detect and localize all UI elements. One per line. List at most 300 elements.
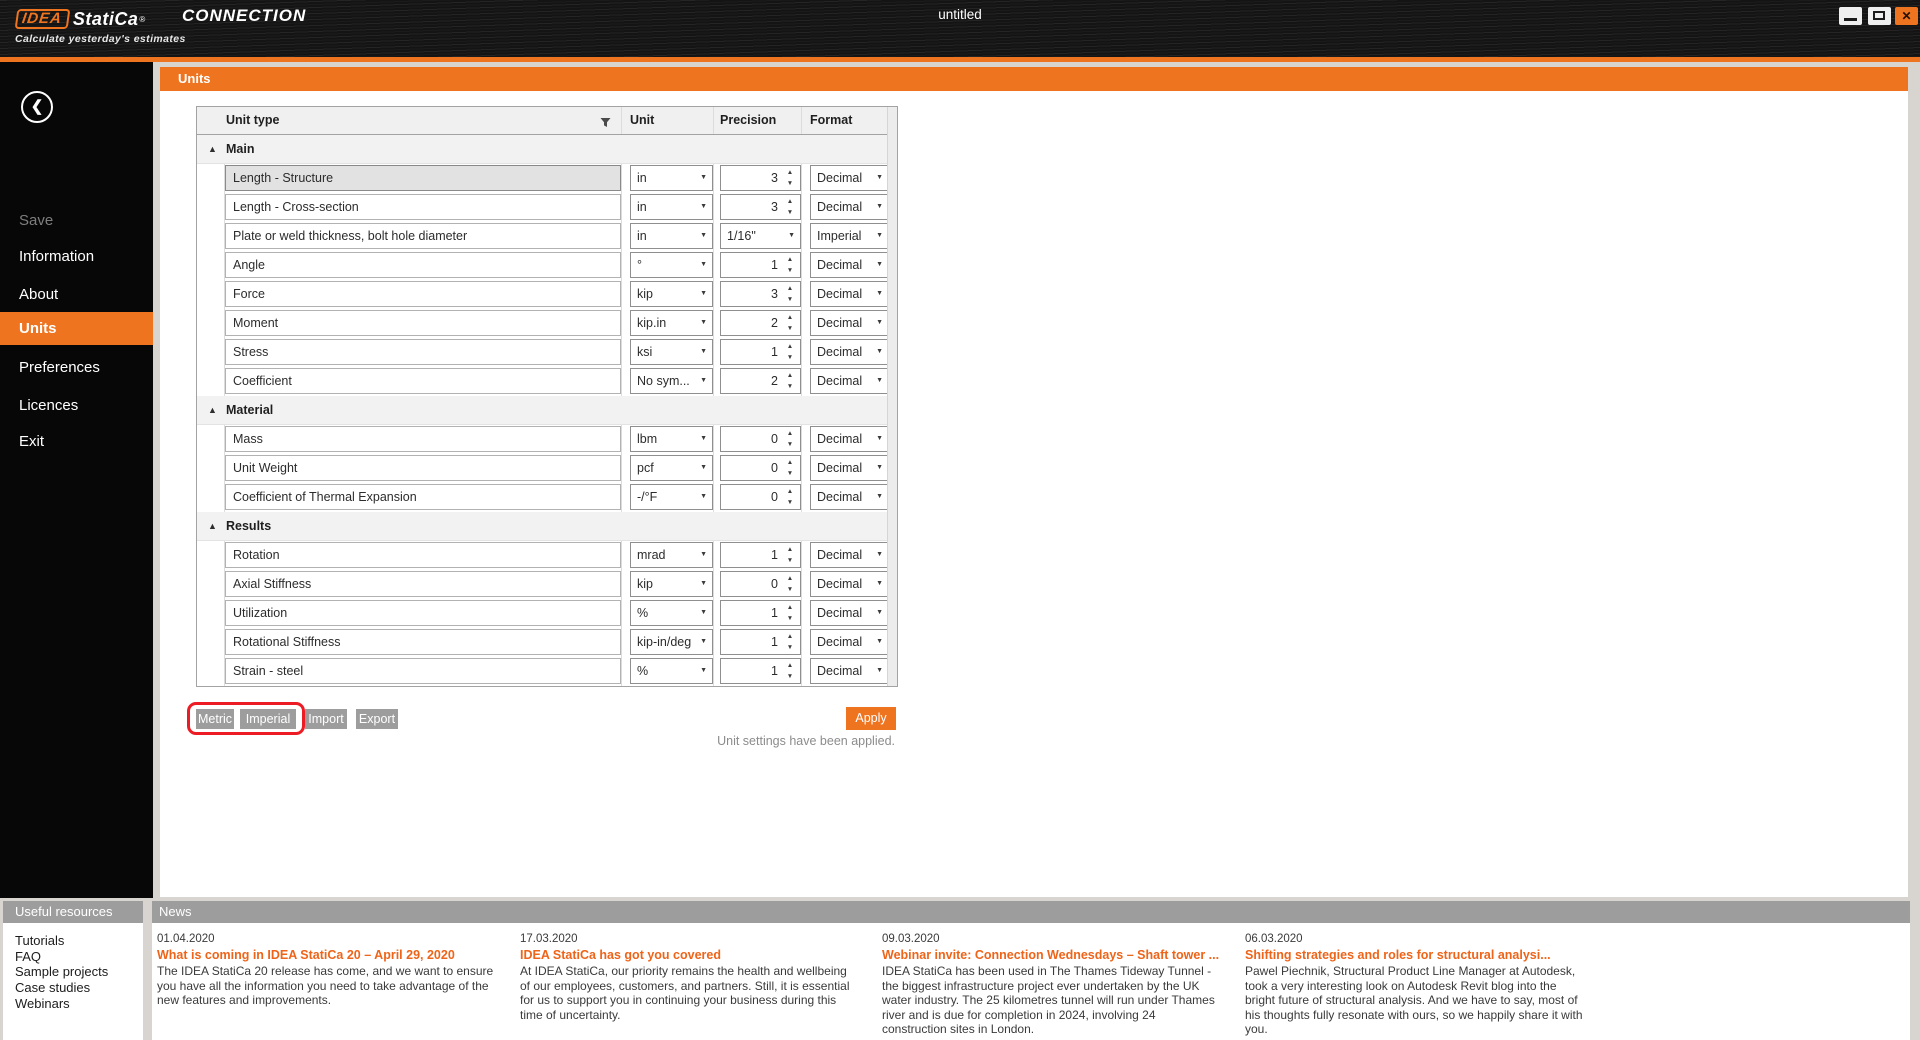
spin-down-icon[interactable]: ▼	[786, 586, 794, 593]
table-row	[197, 251, 897, 280]
row-expander-cell	[197, 657, 224, 686]
precision-cell	[713, 454, 801, 483]
unit-type-cell	[224, 367, 621, 396]
collapse-triangle-icon[interactable]: ▲	[208, 144, 217, 154]
spin-down-icon[interactable]: ▼	[786, 557, 794, 564]
precision-cell	[713, 483, 801, 512]
imperial-button[interactable]: Imperial	[240, 709, 296, 729]
stepper-arrows	[783, 341, 797, 363]
precision-cell	[713, 338, 801, 367]
format-cell	[801, 454, 889, 483]
title-bar	[0, 0, 1920, 57]
format-cell	[801, 338, 889, 367]
maximize-button[interactable]	[1868, 7, 1891, 25]
news-body-text: The IDEA StatiCa 20 release has come, and we want to ensure you have all the information you need to take advantage of the new features and improvements.	[157, 964, 494, 1008]
spin-down-icon[interactable]: ▼	[786, 325, 794, 332]
resource-link-faq[interactable]: FAQ	[15, 948, 42, 964]
unit-dropdown[interactable]: ksi ▼	[630, 339, 713, 365]
precision-cell	[713, 164, 801, 193]
stepper-arrows	[783, 544, 797, 566]
format-cell	[801, 367, 889, 396]
header-precision	[713, 107, 801, 134]
precision-stepper[interactable]	[720, 310, 801, 336]
format-dropdown[interactable]: Decimal ▼	[810, 600, 889, 626]
chevron-down-icon: ▼	[700, 667, 707, 674]
stepper-arrows	[783, 602, 797, 624]
spin-up-icon[interactable]: ▲	[786, 198, 794, 205]
news-item	[882, 933, 1222, 1037]
resource-link-case-studies[interactable]: Case studies	[15, 980, 91, 996]
precision-stepper[interactable]	[720, 542, 801, 568]
chevron-down-icon: ▼	[876, 261, 883, 268]
format-cell	[801, 164, 889, 193]
unit-type-label[interactable]: Coefficient of Thermal Expansion	[225, 484, 621, 510]
spin-down-icon[interactable]: ▼	[786, 209, 794, 216]
unit-type-label[interactable]: Utilization	[225, 600, 621, 626]
format-dropdown[interactable]: Decimal ▼	[810, 165, 889, 191]
chevron-down-icon: ▼	[876, 464, 883, 471]
sidebar-item-exit[interactable]: Exit	[19, 433, 45, 450]
row-expander-cell	[197, 338, 224, 367]
unit-cell	[621, 628, 713, 657]
row-expander-cell	[197, 251, 224, 280]
precision-value: 1/16"	[727, 229, 756, 243]
spin-up-icon[interactable]: ▲	[786, 169, 794, 176]
precision-value: 0	[771, 577, 778, 591]
precision-stepper[interactable]	[720, 368, 801, 394]
precision-stepper[interactable]	[720, 629, 801, 655]
unit-cell	[621, 193, 713, 222]
sidebar-item-about[interactable]: About	[19, 286, 59, 303]
format-dropdown[interactable]: Decimal ▼	[810, 310, 889, 336]
chevron-down-icon: ▼	[876, 348, 883, 355]
precision-value: 1	[771, 664, 778, 678]
row-expander-cell	[197, 454, 224, 483]
unit-type-cell	[224, 222, 621, 251]
precision-cell	[713, 309, 801, 338]
format-dropdown[interactable]: Decimal ▼	[810, 194, 889, 220]
unit-cell	[621, 309, 713, 338]
statica-logo-text: StatiCa	[72, 8, 139, 29]
unit-type-cell	[224, 599, 621, 628]
row-expander-cell	[197, 222, 224, 251]
unit-type-label[interactable]: Coefficient	[225, 368, 621, 394]
spin-down-icon[interactable]: ▼	[786, 615, 794, 622]
unit-type-label[interactable]: Length - Structure	[225, 165, 621, 191]
unit-dropdown[interactable]: -/°F ▼	[630, 484, 713, 510]
unit-dropdown[interactable]: ° ▼	[630, 252, 713, 278]
precision-value: 1	[771, 345, 778, 359]
unit-dropdown[interactable]: mrad ▼	[630, 542, 713, 568]
precision-stepper[interactable]	[720, 571, 801, 597]
sidebar-item-preferences[interactable]: Preferences	[19, 359, 100, 376]
spin-up-icon[interactable]: ▲	[786, 604, 794, 611]
chevron-down-icon: ▼	[700, 493, 707, 500]
export-button[interactable]: Export	[356, 709, 398, 729]
precision-dropdown[interactable]	[720, 223, 801, 249]
precision-value: 3	[771, 171, 778, 185]
unit-type-header-label: Unit type	[226, 113, 280, 127]
unit-dropdown[interactable]: kip-in/deg ▼	[630, 629, 713, 655]
unit-dropdown[interactable]: in ▼	[630, 194, 713, 220]
news-date: 06.03.2020	[1245, 933, 1303, 945]
row-expander-cell	[197, 367, 224, 396]
spin-up-icon[interactable]: ▲	[786, 488, 794, 495]
resource-link-tutorials[interactable]: Tutorials	[15, 933, 65, 948]
unit-dropdown[interactable]: kip.in ▼	[630, 310, 713, 336]
stepper-arrows	[783, 370, 797, 392]
news-body-text: At IDEA StatiCa, our priority remains the health and wellbeing of our employees, customers, and partners. Still, it is essential for us to support you in continuing your business during this time of uncertainty.	[520, 964, 850, 1022]
precision-stepper[interactable]	[720, 252, 801, 278]
format-dropdown[interactable]: Decimal ▼	[810, 658, 889, 684]
format-cell	[801, 599, 889, 628]
unit-type-label[interactable]: Strain - steel	[225, 658, 621, 684]
chevron-down-icon: ▼	[876, 290, 883, 297]
table-row	[197, 193, 897, 222]
unit-cell	[621, 222, 713, 251]
resource-link-webinars[interactable]: Webinars	[15, 995, 70, 1011]
unit-type-label[interactable]: Stress	[225, 339, 621, 365]
header-unit-type	[224, 107, 621, 134]
news-headline[interactable]: What is coming in IDEA StatiCa 20 – April 29, 2020	[157, 948, 455, 962]
unit-type-label[interactable]: Angle	[225, 252, 621, 278]
precision-stepper[interactable]	[720, 194, 801, 220]
chevron-down-icon: ▼	[876, 580, 883, 587]
precision-value: 1	[771, 606, 778, 620]
table-header-row	[197, 107, 897, 135]
format-dropdown[interactable]: Decimal ▼	[810, 252, 889, 278]
unit-type-cell	[224, 425, 621, 454]
format-dropdown[interactable]: Decimal ▼	[810, 281, 889, 307]
spin-up-icon[interactable]: ▲	[786, 256, 794, 263]
unit-dropdown[interactable]: kip ▼	[630, 281, 713, 307]
precision-cell	[713, 599, 801, 628]
row-expander-cell	[197, 628, 224, 657]
spin-up-icon[interactable]: ▲	[786, 633, 794, 640]
precision-cell	[713, 570, 801, 599]
news-body-text: IDEA StatiCa has been used in The Thames Tideway Tunnel - the biggest infrastructure project ever undertaken by the UK water industry. The 25 kilometres tunnel will run under Thames river and is due for completion in 2024, involving 24 construction sites in London.	[882, 964, 1215, 1037]
row-expander-cell	[197, 541, 224, 570]
unit-type-label[interactable]: Rotational Stiffness	[225, 629, 621, 655]
news-date: 17.03.2020	[520, 933, 578, 945]
unit-cell	[621, 657, 713, 686]
format-dropdown[interactable]: Decimal ▼	[810, 629, 889, 655]
unit-dropdown[interactable]: % ▼	[630, 600, 713, 626]
chevron-down-icon: ▼	[876, 551, 883, 558]
unit-type-cell	[224, 570, 621, 599]
unit-type-label[interactable]: Plate or weld thickness, bolt hole diameter	[225, 223, 621, 249]
chevron-down-icon: ▼	[700, 232, 707, 239]
back-button[interactable]: ❮	[21, 91, 53, 123]
unit-dropdown[interactable]: % ▼	[630, 658, 713, 684]
unit-dropdown[interactable]: in ▼	[630, 165, 713, 191]
header-unit	[621, 107, 713, 134]
unit-dropdown[interactable]: lbm ▼	[630, 426, 713, 452]
news-body-text: Pawel Piechnik, Structural Product Line Manager at Autodesk, took a very interesting look on Autodesk Revit blog into the bright future of structural analysis. And we have to say, most of his thoughts fully resonate with ours, so we happily share it with you.	[1245, 964, 1583, 1037]
page-title: Units	[160, 67, 1908, 91]
table-row	[197, 599, 897, 628]
news-panel	[152, 923, 1910, 1040]
chevron-down-icon: ▼	[700, 203, 707, 210]
spin-down-icon[interactable]: ▼	[786, 673, 794, 680]
minimize-icon	[1844, 18, 1857, 21]
news-headline[interactable]: Shifting strategies and roles for structural analysi...	[1245, 948, 1551, 962]
unit-cell	[621, 164, 713, 193]
precision-cell	[713, 367, 801, 396]
unit-type-label[interactable]: Unit Weight	[225, 455, 621, 481]
unit-type-label[interactable]: Axial Stiffness	[225, 571, 621, 597]
unit-type-cell	[224, 657, 621, 686]
format-cell	[801, 309, 889, 338]
precision-stepper[interactable]	[720, 600, 801, 626]
unit-type-cell	[224, 164, 621, 193]
format-cell	[801, 222, 889, 251]
format-dropdown[interactable]: Decimal ▼	[810, 571, 889, 597]
precision-cell	[713, 657, 801, 686]
precision-stepper[interactable]	[720, 658, 801, 684]
spin-up-icon[interactable]: ▲	[786, 575, 794, 582]
chevron-down-icon: ▼	[876, 377, 883, 384]
unit-cell	[621, 251, 713, 280]
news-date: 09.03.2020	[882, 933, 940, 945]
product-name: CONNECTION	[182, 6, 307, 25]
unit-cell	[621, 280, 713, 309]
chevron-down-icon: ▼	[876, 174, 883, 181]
table-row	[197, 309, 897, 338]
filter-icon[interactable]	[600, 115, 611, 133]
news-item	[1245, 933, 1585, 1037]
chevron-down-icon: ▼	[700, 290, 707, 297]
unit-dropdown[interactable]: pcf ▼	[630, 455, 713, 481]
chevron-down-icon: ▼	[876, 435, 883, 442]
row-expander-cell	[197, 164, 224, 193]
sidebar-item-licences[interactable]: Licences	[19, 397, 79, 414]
spin-down-icon[interactable]: ▼	[786, 296, 794, 303]
useful-resources-list	[3, 923, 143, 1040]
row-expander-cell	[197, 570, 224, 599]
unit-dropdown[interactable]: in ▼	[630, 223, 713, 249]
unit-type-cell	[224, 338, 621, 367]
format-cell	[801, 541, 889, 570]
format-cell	[801, 628, 889, 657]
chevron-down-icon: ▼	[876, 319, 883, 326]
precision-value: 2	[771, 374, 778, 388]
header-format	[801, 107, 889, 134]
stepper-arrows	[783, 428, 797, 450]
chevron-down-icon: ▼	[700, 261, 707, 268]
format-cell	[801, 193, 889, 222]
precision-value: 0	[771, 461, 778, 475]
stepper-arrows	[783, 312, 797, 334]
spin-up-icon[interactable]: ▲	[786, 662, 794, 669]
precision-cell	[713, 280, 801, 309]
news-headline[interactable]: Webinar invite: Connection Wednesdays – Shaft tower ...	[882, 948, 1220, 962]
spin-down-icon[interactable]: ▼	[786, 470, 794, 477]
table-row	[197, 164, 897, 193]
unit-dropdown[interactable]: kip ▼	[630, 571, 713, 597]
precision-cell	[713, 628, 801, 657]
spin-down-icon[interactable]: ▼	[786, 267, 794, 274]
sidebar-item-save[interactable]: Save	[19, 212, 54, 229]
table-row	[197, 222, 897, 251]
unit-type-label[interactable]: Mass	[225, 426, 621, 452]
spin-up-icon[interactable]: ▲	[786, 372, 794, 379]
stepper-arrows	[783, 167, 797, 189]
chevron-down-icon: ▼	[876, 493, 883, 500]
accent-strip	[0, 57, 1920, 62]
window-title: untitled	[938, 7, 982, 22]
metric-button[interactable]: Metric	[196, 709, 234, 729]
chevron-down-icon: ▼	[700, 551, 707, 558]
table-row	[197, 483, 897, 512]
chevron-down-icon: ▼	[876, 638, 883, 645]
unit-cell	[621, 541, 713, 570]
precision-stepper[interactable]	[720, 455, 801, 481]
row-expander-cell	[197, 483, 224, 512]
unit-type-cell	[224, 309, 621, 338]
precision-value: 1	[771, 548, 778, 562]
spin-down-icon[interactable]: ▼	[786, 441, 794, 448]
collapse-triangle-icon[interactable]: ▲	[208, 521, 217, 531]
spin-up-icon[interactable]: ▲	[786, 285, 794, 292]
unit-type-label[interactable]: Force	[225, 281, 621, 307]
sidebar-item-information[interactable]: Information	[19, 248, 95, 265]
format-cell	[801, 657, 889, 686]
maximize-icon	[1873, 11, 1885, 20]
precision-cell	[713, 541, 801, 570]
chevron-down-icon: ▼	[876, 667, 883, 674]
group-name: Material	[226, 403, 274, 417]
resource-link-sample-projects[interactable]: Sample projects	[15, 964, 109, 980]
format-dropdown[interactable]: Decimal ▼	[810, 542, 889, 568]
format-cell	[801, 251, 889, 280]
precision-stepper[interactable]	[720, 426, 801, 452]
format-dropdown[interactable]: Decimal ▼	[810, 426, 889, 452]
spin-down-icon[interactable]: ▼	[786, 644, 794, 651]
precision-stepper[interactable]	[720, 484, 801, 510]
sidebar	[0, 62, 153, 898]
import-button[interactable]: Import	[305, 709, 347, 729]
precision-cell	[713, 251, 801, 280]
precision-stepper[interactable]	[720, 339, 801, 365]
spin-down-icon[interactable]: ▼	[786, 383, 794, 390]
stepper-arrows	[783, 486, 797, 508]
minimize-button[interactable]	[1839, 7, 1862, 25]
unit-type-label[interactable]: Moment	[225, 310, 621, 336]
sidebar-item-units[interactable]: Units	[0, 312, 153, 345]
chevron-down-icon: ▼	[876, 609, 883, 616]
news-headline[interactable]: IDEA StatiCa has got you covered	[520, 948, 721, 962]
collapse-triangle-icon[interactable]: ▲	[208, 405, 217, 415]
precision-value: 3	[771, 200, 778, 214]
unit-cell	[621, 338, 713, 367]
stepper-arrows	[783, 660, 797, 682]
chevron-down-icon: ▼	[700, 464, 707, 471]
useful-resources-header: Useful resources	[3, 901, 143, 923]
chevron-down-icon: ▼	[700, 377, 707, 384]
spin-down-icon[interactable]: ▼	[786, 180, 794, 187]
idea-logo-icon: IDEA	[15, 9, 71, 29]
spin-down-icon[interactable]: ▼	[786, 499, 794, 506]
unit-type-label[interactable]: Rotation	[225, 542, 621, 568]
row-expander-cell	[197, 280, 224, 309]
stepper-arrows	[783, 254, 797, 276]
spin-up-icon[interactable]: ▲	[786, 430, 794, 437]
unit-type-cell	[224, 251, 621, 280]
news-header: News	[152, 901, 1910, 923]
row-expander-cell	[197, 193, 224, 222]
close-button[interactable]: ✕	[1895, 7, 1918, 25]
table-row	[197, 657, 897, 686]
spin-up-icon[interactable]: ▲	[786, 314, 794, 321]
chevron-down-icon: ▼	[700, 609, 707, 616]
precision-stepper[interactable]	[720, 281, 801, 307]
precision-cell	[713, 425, 801, 454]
format-cell	[801, 425, 889, 454]
registered-mark: ®	[139, 14, 146, 24]
format-dropdown[interactable]: Decimal ▼	[810, 339, 889, 365]
unit-dropdown[interactable]: No sym... ▼	[630, 368, 713, 394]
header-expander-cell	[197, 107, 224, 134]
table-scrollbar[interactable]	[887, 107, 897, 686]
format-cell	[801, 570, 889, 599]
chevron-down-icon: ▼	[788, 232, 795, 239]
unit-cell	[621, 367, 713, 396]
group-name: Results	[226, 519, 272, 533]
header-unit-label: Unit	[630, 113, 655, 127]
spin-up-icon[interactable]: ▲	[786, 343, 794, 350]
group-row-material[interactable]	[197, 396, 897, 425]
spin-up-icon[interactable]: ▲	[786, 459, 794, 466]
unit-cell	[621, 599, 713, 628]
news-date: 01.04.2020	[157, 933, 215, 945]
apply-button[interactable]: Apply	[846, 707, 896, 730]
format-dropdown[interactable]: Imperial ▼	[810, 223, 889, 249]
spin-down-icon[interactable]: ▼	[786, 354, 794, 361]
precision-stepper[interactable]	[720, 165, 801, 191]
format-dropdown[interactable]: Decimal ▼	[810, 368, 889, 394]
precision-value: 1	[771, 258, 778, 272]
news-item	[520, 933, 860, 1022]
precision-value: 0	[771, 490, 778, 504]
unit-type-cell	[224, 454, 621, 483]
units-table	[196, 106, 898, 687]
stepper-arrows	[783, 457, 797, 479]
table-row	[197, 367, 897, 396]
chevron-down-icon: ▼	[876, 203, 883, 210]
stepper-arrows	[783, 283, 797, 305]
chevron-down-icon: ▼	[700, 319, 707, 326]
unit-type-label[interactable]: Length - Cross-section	[225, 194, 621, 220]
brand-tagline: Calculate yesterday's estimates	[15, 33, 186, 45]
group-row-results[interactable]	[197, 512, 897, 541]
group-row-main[interactable]	[197, 135, 897, 164]
precision-value: 2	[771, 316, 778, 330]
unit-type-cell	[224, 280, 621, 309]
unit-cell	[621, 425, 713, 454]
unit-cell	[621, 454, 713, 483]
unit-type-cell	[224, 628, 621, 657]
row-expander-cell	[197, 425, 224, 454]
format-dropdown[interactable]: Decimal ▼	[810, 455, 889, 481]
spin-up-icon[interactable]: ▲	[786, 546, 794, 553]
status-message: Unit settings have been applied.	[717, 734, 895, 748]
precision-value: 0	[771, 432, 778, 446]
table-row	[197, 338, 897, 367]
precision-cell	[713, 193, 801, 222]
format-dropdown[interactable]: Decimal ▼	[810, 484, 889, 510]
row-expander-cell	[197, 309, 224, 338]
